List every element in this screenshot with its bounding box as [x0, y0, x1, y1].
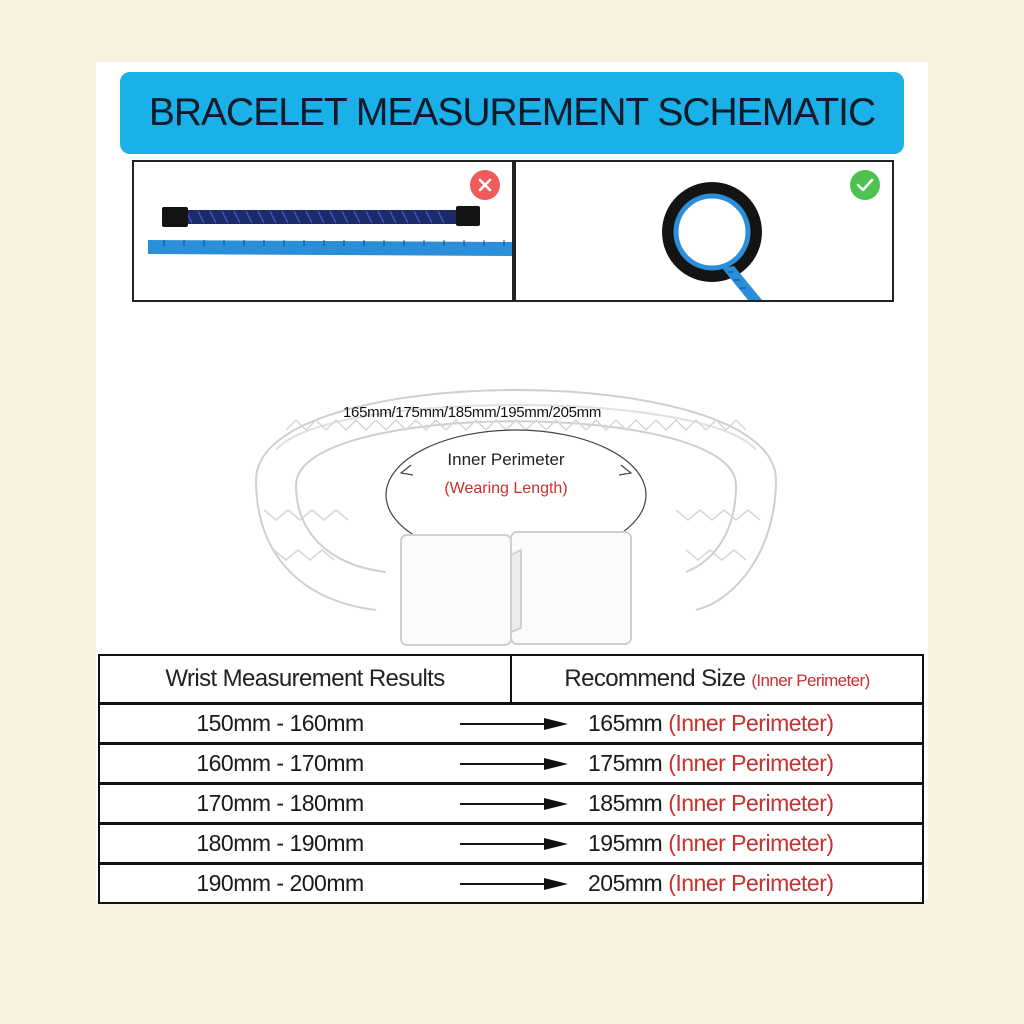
wrist-range: 180mm - 190mm [196, 830, 364, 856]
recommend-size [570, 870, 922, 897]
schematic-card [96, 62, 928, 900]
size-table [98, 654, 924, 904]
size-note: (Inner Perimeter) [668, 870, 834, 896]
wrist-range: 190mm - 200mm [196, 870, 364, 896]
table-row [100, 785, 922, 825]
page-title: BRACELET MEASUREMENT SCHEMATIC [148, 91, 876, 134]
table-header [100, 656, 922, 705]
size-note: (Inner Perimeter) [668, 790, 834, 816]
right-method-photo [514, 160, 894, 302]
wrist-range: 170mm - 180mm [196, 790, 364, 816]
recommend-size [570, 830, 922, 857]
round-bracelet-illustration [516, 162, 892, 300]
arrow-right-icon [460, 836, 570, 852]
wrist-range: 150mm - 160mm [196, 710, 364, 736]
wearing-length-label: (Wearing Length) [444, 480, 568, 497]
table-row [100, 705, 922, 745]
size-note: (Inner Perimeter) [668, 830, 834, 856]
size-value: 165mm [588, 710, 663, 736]
size-note: (Inner Perimeter) [668, 750, 834, 776]
header-wrist: Wrist Measurement Results [100, 656, 512, 702]
size-note: (Inner Perimeter) [668, 710, 834, 736]
size-value: 205mm [588, 870, 663, 896]
wrist-range: 160mm - 170mm [196, 750, 364, 776]
wrong-badge [470, 170, 500, 200]
arrow-right-icon [460, 796, 570, 812]
arrow-right-icon [460, 716, 570, 732]
size-value: 195mm [588, 830, 663, 856]
right-badge [850, 170, 880, 200]
recommend-size [570, 710, 922, 737]
flat-bracelet-illustration [134, 162, 512, 300]
sizes-line: 165mm/175mm/185mm/195mm/205mm [343, 404, 602, 421]
cross-mark-icon [477, 177, 493, 193]
size-value: 175mm [588, 750, 663, 776]
table-row [100, 825, 922, 865]
recommend-size [570, 790, 922, 817]
arrow-right-icon [460, 756, 570, 772]
wrong-method-photo [132, 160, 514, 302]
table-row [100, 865, 922, 902]
recommend-size [570, 750, 922, 777]
table-row [100, 745, 922, 785]
check-mark-icon [856, 177, 874, 193]
size-value: 185mm [588, 790, 663, 816]
title-banner [120, 72, 904, 154]
header-recommend-note: (Inner Perimeter) [751, 671, 870, 690]
inner-perimeter-label: Inner Perimeter [447, 450, 565, 469]
header-recommend [512, 656, 922, 702]
arrow-right-icon [460, 876, 570, 892]
header-recommend-label: Recommend Size [564, 665, 746, 692]
